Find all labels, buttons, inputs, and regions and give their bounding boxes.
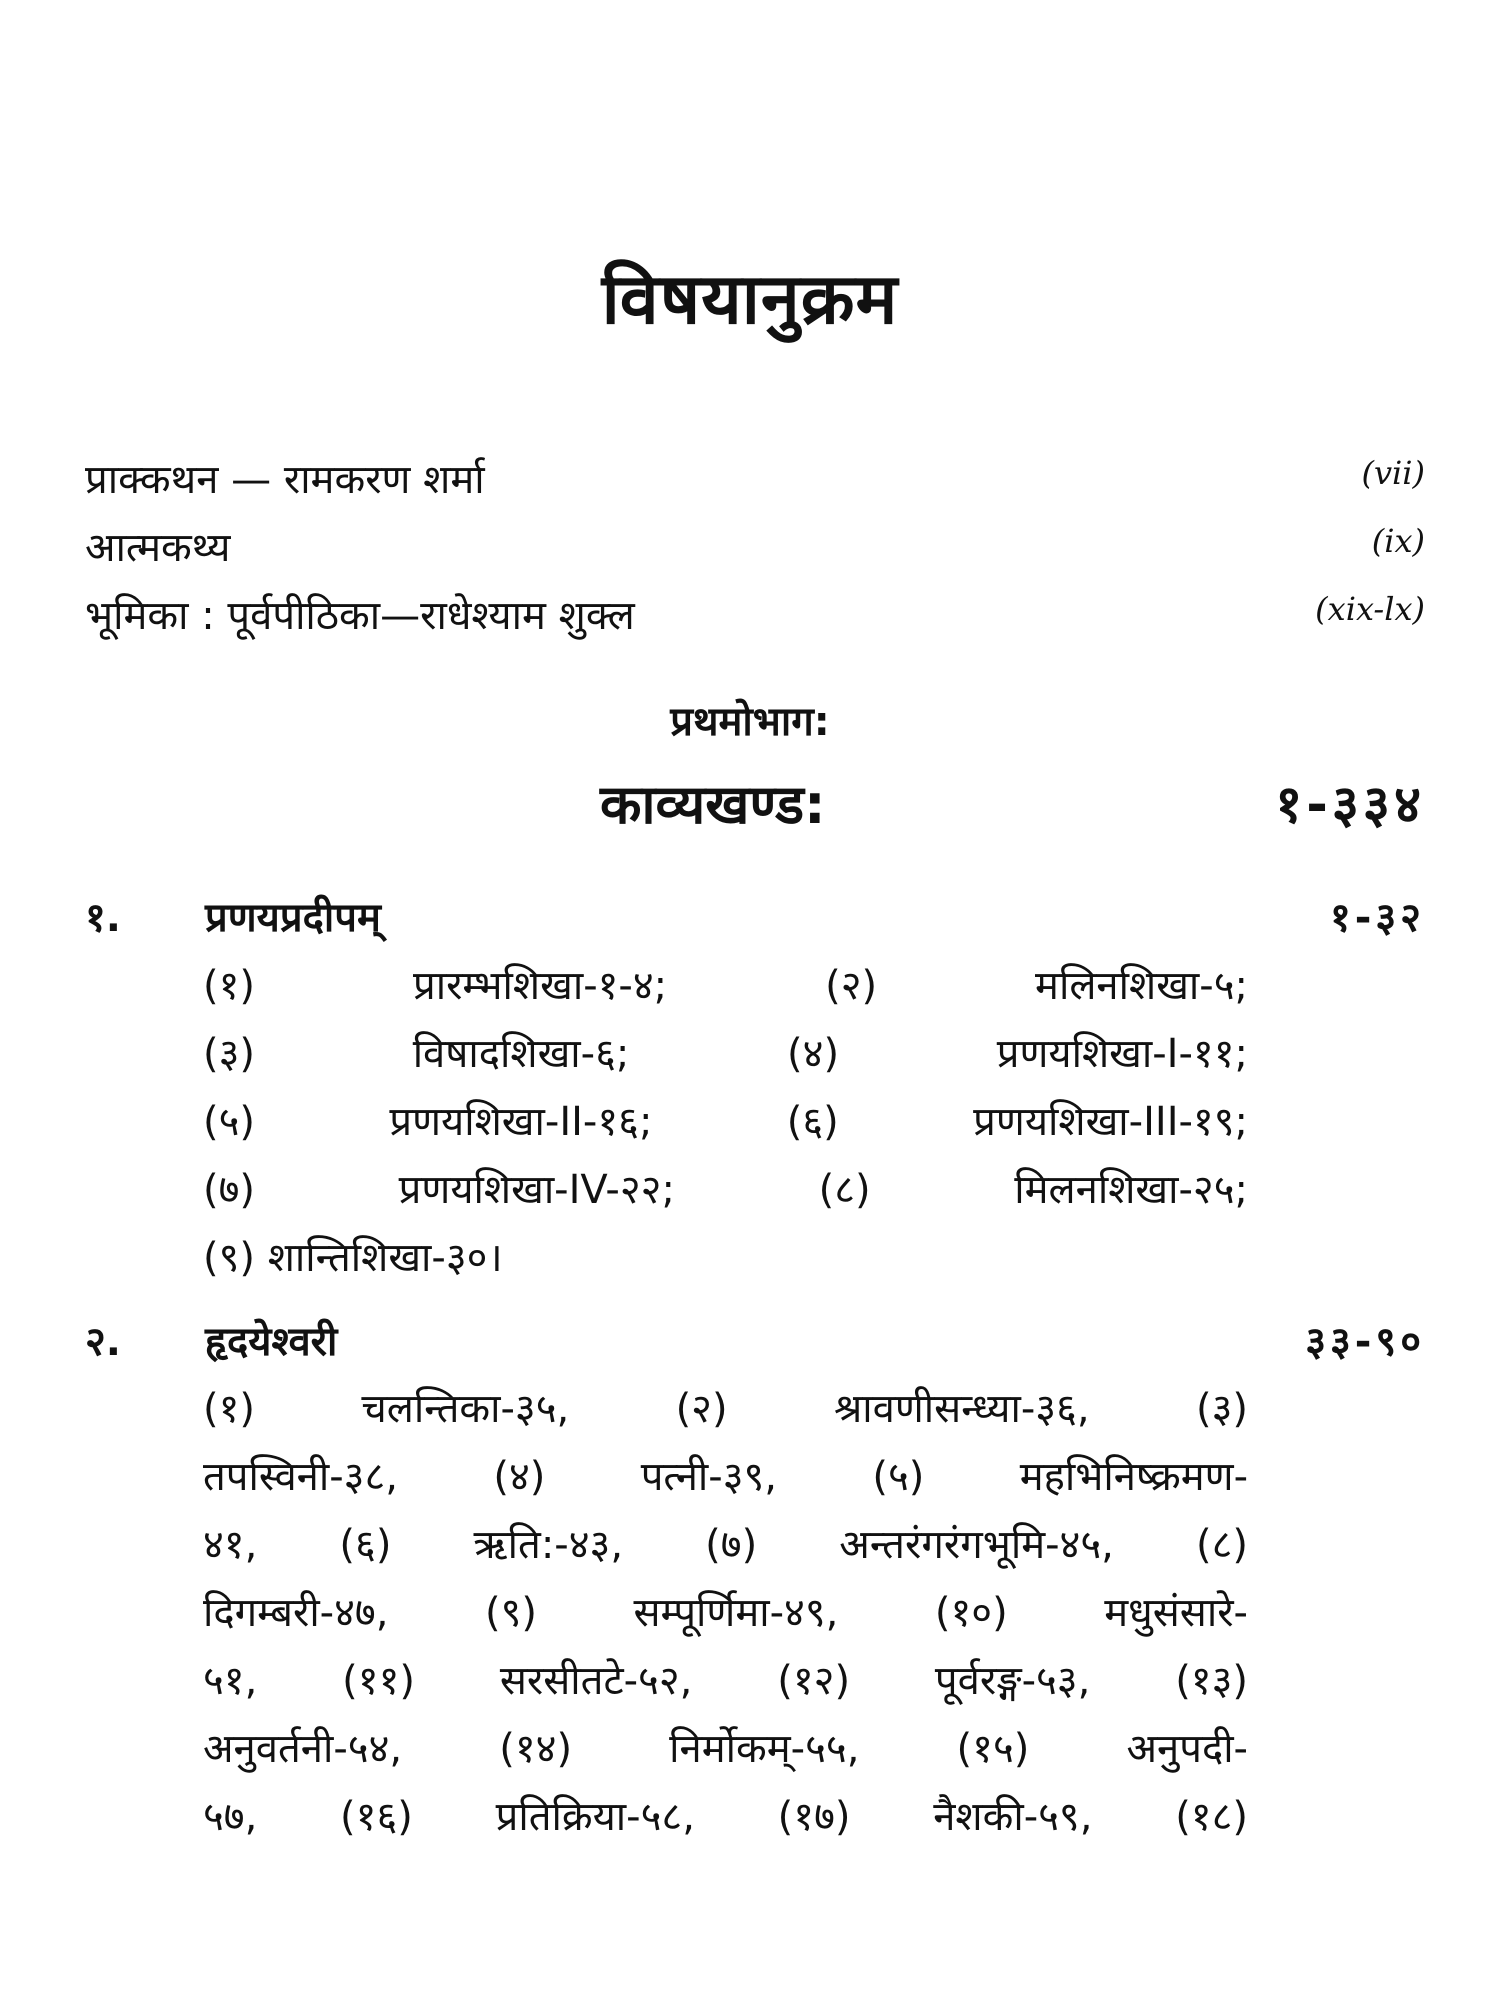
entry-page-range: ३३-९० — [1305, 1319, 1425, 1365]
subitem-line: दिगम्बरी-४७, (९) सम्पूर्णिमा-४९, (१०) मधुसंसारे- — [203, 1590, 1248, 1636]
front-matter-title: भूमिका : पूर्वपीठिका—राधेश्याम शुक्ल — [85, 593, 635, 639]
toc-entry-heading[interactable] — [85, 1312, 1425, 1372]
front-matter-row[interactable] — [85, 450, 1425, 510]
entry-subitems — [203, 1375, 1248, 1851]
front-matter-page: (xix-lx) — [1315, 590, 1425, 628]
entry-page-range: १-३२ — [1329, 895, 1425, 941]
front-matter-row[interactable] — [85, 518, 1425, 578]
section-heading[interactable] — [600, 765, 1425, 845]
subitem-line: ५१, (११) सरसीतटे-५२, (१२) पूर्वरङ्ग-५३, (१३) — [203, 1658, 1248, 1704]
section-title: काव्यखण्ड: — [600, 773, 826, 836]
front-matter-title: प्राक्कथन — रामकरण शर्मा — [85, 457, 485, 503]
section-page-range: १-३३४ — [1275, 775, 1425, 835]
entry-title: हृदयेश्वरी — [205, 1319, 338, 1365]
front-matter-page: (vii) — [1361, 454, 1425, 492]
front-matter-page: (ix) — [1371, 522, 1425, 560]
front-matter-row[interactable] — [85, 586, 1425, 646]
entry-number: १. — [85, 895, 121, 941]
subitem-line: ५७, (१६) प्रतिक्रिया-५८, (१७) नैशकी-५९, (१८) — [203, 1794, 1248, 1840]
subitem-line: अनुवर्तनी-५४, (१४) निर्मोकम्-५५, (१५) अनुपदी- — [203, 1726, 1248, 1772]
subitem-line: तपस्विनी-३८, (४) पत्नी-३९, (५) महभिनिष्क्रमण- — [203, 1454, 1248, 1500]
subitem-line: (९) शान्तिशिखा-३०। — [203, 1235, 503, 1281]
subitem-line: ४१, (६) ऋति:-४३, (७) अन्तरंगरंगभूमि-४५, (८) — [203, 1522, 1248, 1568]
page-title: विषयानुक्रम — [601, 258, 899, 340]
subitem-line: (३) विषादशिखा-६; (४) प्रणयशिखा-I-११; — [203, 1031, 1248, 1077]
subitem-line: (१) चलन्तिका-३५, (२) श्रावणीसन्ध्या-३६, (३) — [203, 1386, 1248, 1432]
toc-entry-heading[interactable] — [85, 888, 1425, 948]
entry-title: प्रणयप्रदीपम् — [205, 895, 381, 941]
subitem-line: (५) प्रणयशिखा-II-१६; (६) प्रणयशिखा-III-१९; — [203, 1099, 1248, 1145]
front-matter-title: आत्मकथ्य — [85, 525, 231, 571]
part-label: प्रथमोभाग: — [670, 699, 830, 745]
subitem-line: (१) प्रारम्भशिखा-१-४; (२) मलिनशिखा-५; — [203, 963, 1248, 1009]
entry-subitems — [203, 952, 1248, 1292]
subitem-line: (७) प्रणयशिखा-IV-२२; (८) मिलनशिखा-२५; — [203, 1167, 1248, 1213]
entry-number: २. — [85, 1319, 121, 1365]
